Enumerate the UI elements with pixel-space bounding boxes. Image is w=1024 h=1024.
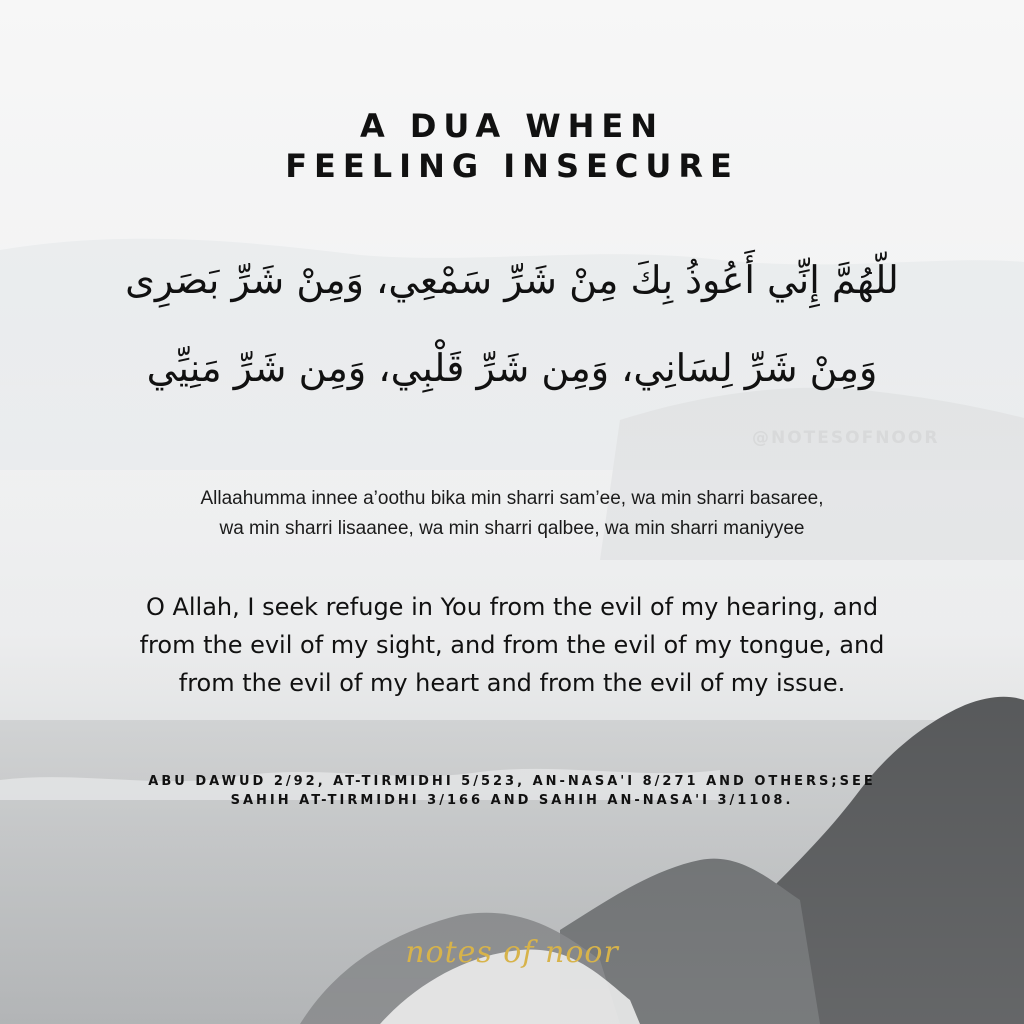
- reference-line-1: ABU DAWUD 2/92, AT-TIRMIDHI 5/523, AN-NASA'I 8/271 AND OTHERS;SEE: [148, 774, 876, 789]
- arabic-line-1: للّهُمَّ إِنِّي أَعُوذُ بِكَ مِنْ شَرِّ سَمْعِي، وَمِنْ شَرِّ بَصَرِى: [125, 258, 899, 302]
- arabic-dua: [40, 236, 984, 412]
- transliteration-line-2: wa min sharri lisaanee, wa min sharri qalbee, wa min sharri maniyyee: [219, 518, 805, 539]
- signature-logo: notes of noor: [405, 935, 619, 970]
- watermark-handle: @NOTESOFNOOR: [752, 428, 940, 448]
- translation-line-3: from the evil of my heart and from the evil of my issue.: [178, 669, 846, 697]
- arabic-line-2: وَمِنْ شَرِّ لِسَانِي، وَمِن شَرِّ قَلْبِي، وَمِن شَرِّ مَنِيِّي: [146, 346, 878, 390]
- hadith-reference: [0, 772, 1024, 810]
- title-line-1: A DUA WHEN: [359, 107, 665, 145]
- transliteration: [0, 484, 1024, 544]
- page-title: [0, 106, 1024, 186]
- translation: [0, 588, 1024, 702]
- transliteration-line-1: Allaahumma innee a’oothu bika min sharri sam’ee, wa min sharri basaree,: [200, 488, 824, 509]
- reference-line-2: SAHIH AT-TIRMIDHI 3/166 AND SAHIH AN-NASA'I 3/1108.: [230, 793, 794, 808]
- translation-line-2: from the evil of my sight, and from the evil of my tongue, and: [139, 631, 885, 659]
- translation-line-1: O Allah, I seek refuge in You from the evil of my hearing, and: [145, 593, 879, 621]
- title-line-2: FEELING INSECURE: [285, 147, 739, 185]
